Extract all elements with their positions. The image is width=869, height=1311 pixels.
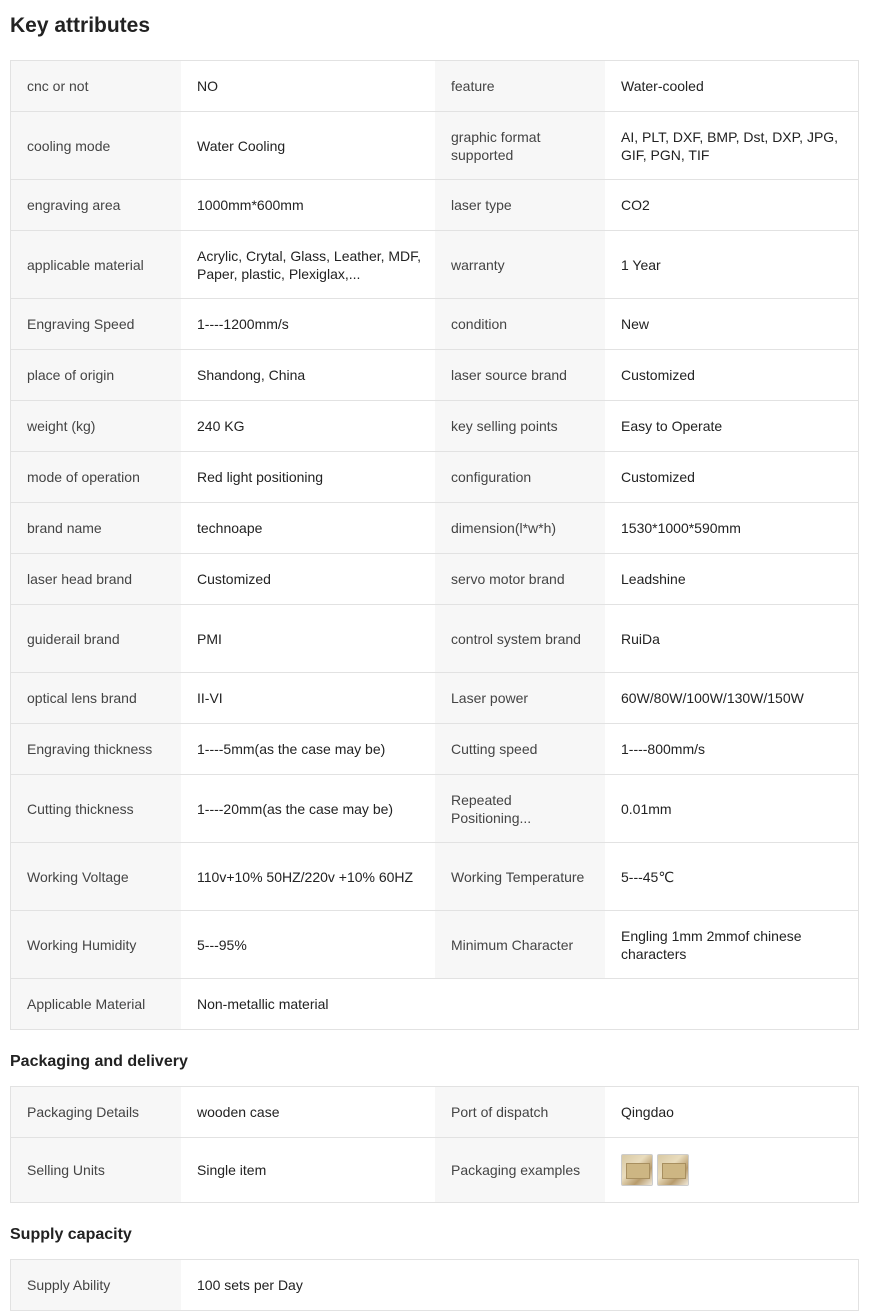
attribute-value-text: 1530*1000*590mm bbox=[621, 520, 741, 536]
attribute-value-text: Qingdao bbox=[621, 1104, 674, 1120]
attribute-value bbox=[605, 350, 858, 400]
attribute-value-text: Water-cooled bbox=[621, 78, 704, 94]
table-row bbox=[11, 842, 858, 910]
table-row bbox=[11, 723, 858, 774]
table-row bbox=[11, 179, 858, 230]
attribute-value-text: Shandong, China bbox=[197, 367, 306, 383]
attribute-value-text: 5---95% bbox=[197, 936, 247, 953]
table-row bbox=[11, 978, 858, 1029]
attribute-label: place of origin bbox=[11, 350, 181, 400]
attribute-label: configuration bbox=[435, 452, 605, 502]
table-row bbox=[11, 61, 858, 111]
attribute-label: servo motor brand bbox=[435, 554, 605, 604]
attribute-label: laser head brand bbox=[11, 554, 181, 604]
attribute-value bbox=[181, 1138, 435, 1202]
attribute-value bbox=[181, 724, 435, 774]
supply-heading: Supply capacity bbox=[10, 1226, 132, 1243]
attribute-value bbox=[605, 61, 858, 111]
attribute-label: Cutting thickness bbox=[11, 775, 181, 842]
table-row bbox=[11, 672, 858, 723]
attribute-value bbox=[181, 180, 435, 230]
empty-cell bbox=[435, 1260, 858, 1310]
key-attributes-table bbox=[10, 60, 859, 1030]
attribute-value-text: 5---45℃ bbox=[621, 868, 675, 885]
packaging-table bbox=[10, 1086, 859, 1203]
attribute-label: condition bbox=[435, 299, 605, 349]
attribute-label: Engraving thickness bbox=[11, 724, 181, 774]
attribute-value bbox=[181, 503, 435, 553]
attribute-label: key selling points bbox=[435, 401, 605, 451]
attribute-label: optical lens brand bbox=[11, 673, 181, 723]
attribute-value-text: Non-metallic material bbox=[197, 996, 329, 1012]
attribute-label: Packaging examples bbox=[435, 1138, 605, 1202]
attribute-value-text: PMI bbox=[197, 630, 222, 647]
attribute-label: laser type bbox=[435, 180, 605, 230]
attribute-value bbox=[181, 605, 435, 672]
table-row bbox=[11, 451, 858, 502]
table-row bbox=[11, 349, 858, 400]
packaging-photo-2[interactable] bbox=[657, 1154, 689, 1186]
table-row bbox=[11, 553, 858, 604]
attribute-value bbox=[181, 1087, 435, 1137]
attribute-value bbox=[605, 231, 858, 298]
attribute-value bbox=[181, 61, 435, 111]
attribute-value bbox=[605, 299, 858, 349]
attribute-value-text: 100 sets per Day bbox=[197, 1277, 303, 1293]
attribute-value-text: Water Cooling bbox=[197, 137, 286, 154]
table-row bbox=[11, 230, 858, 298]
attribute-value-text: 60W/80W/100W/130W/150W bbox=[621, 690, 804, 706]
attribute-value bbox=[605, 1087, 858, 1137]
attribute-value-text: Single item bbox=[197, 1162, 267, 1178]
attribute-value-text: 1000mm*600mm bbox=[197, 197, 304, 213]
attribute-label: Applicable Material bbox=[11, 979, 181, 1029]
attribute-value-text: RuiDa bbox=[621, 630, 660, 647]
attribute-value-text: Customized bbox=[621, 367, 695, 383]
attribute-value bbox=[605, 724, 858, 774]
attribute-value-text: Customized bbox=[621, 469, 695, 485]
attribute-value bbox=[181, 112, 435, 179]
attribute-value-text: Red light positioning bbox=[197, 469, 324, 485]
attribute-label: Working Temperature bbox=[435, 843, 605, 910]
attribute-label: weight (kg) bbox=[11, 401, 181, 451]
attribute-label: brand name bbox=[11, 503, 181, 553]
attribute-label: laser source brand bbox=[435, 350, 605, 400]
attribute-value bbox=[181, 979, 435, 1029]
attribute-value-text: Engling 1mm 2mmof chinese characters bbox=[621, 927, 802, 962]
attribute-label: Selling Units bbox=[11, 1138, 181, 1202]
attribute-value-text: Easy to Operate bbox=[621, 418, 723, 434]
attribute-value-text: Acrylic, Crytal, Glass, Leather, MDF, Paper, plastic, Plexiglax,... bbox=[197, 247, 422, 282]
attribute-value bbox=[181, 1260, 435, 1310]
attribute-value bbox=[605, 673, 858, 723]
attribute-label: warranty bbox=[435, 231, 605, 298]
attribute-label: cnc or not bbox=[11, 61, 181, 111]
table-row bbox=[11, 111, 858, 179]
attribute-value bbox=[181, 231, 435, 298]
attribute-value-text: 240 KG bbox=[197, 418, 245, 434]
attribute-value bbox=[605, 503, 858, 553]
empty-cell bbox=[435, 979, 858, 1029]
attribute-label: graphic format supported bbox=[435, 112, 605, 179]
attribute-value-text: Leadshine bbox=[621, 571, 686, 587]
attribute-value-text: 0.01mm bbox=[621, 800, 672, 817]
attribute-value-text: 1----20mm(as the case may be) bbox=[197, 800, 394, 817]
attribute-label: Working Voltage bbox=[11, 843, 181, 910]
attribute-value bbox=[605, 452, 858, 502]
attribute-value bbox=[181, 673, 435, 723]
attribute-value-text: 110v+10% 50HZ/220v +10% 60HZ bbox=[197, 868, 414, 885]
attribute-value-text: technoape bbox=[197, 520, 263, 536]
table-row bbox=[11, 774, 858, 842]
table-row bbox=[11, 910, 858, 978]
attribute-value-text: II-VI bbox=[197, 690, 223, 706]
packaging-photo-1[interactable] bbox=[621, 1154, 653, 1186]
packaging-heading: Packaging and delivery bbox=[10, 1053, 188, 1070]
attribute-label: feature bbox=[435, 61, 605, 111]
attribute-value bbox=[181, 554, 435, 604]
attribute-label: applicable material bbox=[11, 231, 181, 298]
attribute-value-text: Customized bbox=[197, 571, 271, 587]
attribute-value bbox=[605, 843, 858, 910]
attribute-value-text: 1 Year bbox=[621, 256, 661, 273]
attribute-label: Port of dispatch bbox=[435, 1087, 605, 1137]
attribute-value bbox=[181, 911, 435, 978]
table-row bbox=[11, 502, 858, 553]
attribute-value bbox=[605, 554, 858, 604]
table-row bbox=[11, 1087, 858, 1137]
table-row bbox=[11, 1137, 858, 1202]
attribute-value-text: wooden case bbox=[197, 1104, 280, 1120]
attribute-label: control system brand bbox=[435, 605, 605, 672]
attribute-value-text: NO bbox=[197, 78, 218, 94]
attribute-label: dimension(l*w*h) bbox=[435, 503, 605, 553]
attribute-value bbox=[605, 605, 858, 672]
attribute-value bbox=[605, 401, 858, 451]
attribute-label: cooling mode bbox=[11, 112, 181, 179]
attribute-label: Engraving Speed bbox=[11, 299, 181, 349]
packaging-examples bbox=[605, 1138, 858, 1202]
attribute-label: mode of operation bbox=[11, 452, 181, 502]
attribute-label: Working Humidity bbox=[11, 911, 181, 978]
attribute-value bbox=[605, 775, 858, 842]
attribute-label: Supply Ability bbox=[11, 1260, 181, 1310]
table-row bbox=[11, 1260, 858, 1310]
attribute-value-text: 1----800mm/s bbox=[621, 741, 706, 757]
supply-table bbox=[10, 1259, 859, 1311]
attribute-value bbox=[605, 911, 858, 978]
attribute-value bbox=[181, 350, 435, 400]
attribute-label: Cutting speed bbox=[435, 724, 605, 774]
attribute-value bbox=[605, 112, 858, 179]
attribute-label: guiderail brand bbox=[11, 605, 181, 672]
attribute-value bbox=[605, 180, 858, 230]
attribute-label: Laser power bbox=[435, 673, 605, 723]
attribute-value bbox=[181, 843, 435, 910]
attribute-label: Repeated Positioning... bbox=[435, 775, 605, 842]
attribute-value-text: 1----1200mm/s bbox=[197, 316, 289, 332]
attribute-value bbox=[181, 452, 435, 502]
table-row bbox=[11, 298, 858, 349]
attribute-value-text: CO2 bbox=[621, 197, 650, 213]
attribute-value-text: New bbox=[621, 316, 650, 332]
attribute-value-text: 1----5mm(as the case may be) bbox=[197, 741, 386, 757]
key-attributes-heading: Key attributes bbox=[10, 14, 151, 37]
attribute-value bbox=[181, 775, 435, 842]
attribute-value bbox=[181, 401, 435, 451]
attribute-label: engraving area bbox=[11, 180, 181, 230]
table-row bbox=[11, 400, 858, 451]
attribute-label: Minimum Character bbox=[435, 911, 605, 978]
attribute-label: Packaging Details bbox=[11, 1087, 181, 1137]
attribute-value-text: AI, PLT, DXF, BMP, Dst, DXP, JPG, GIF, PGN, TIF bbox=[621, 128, 839, 163]
table-row bbox=[11, 604, 858, 672]
attribute-value bbox=[181, 299, 435, 349]
